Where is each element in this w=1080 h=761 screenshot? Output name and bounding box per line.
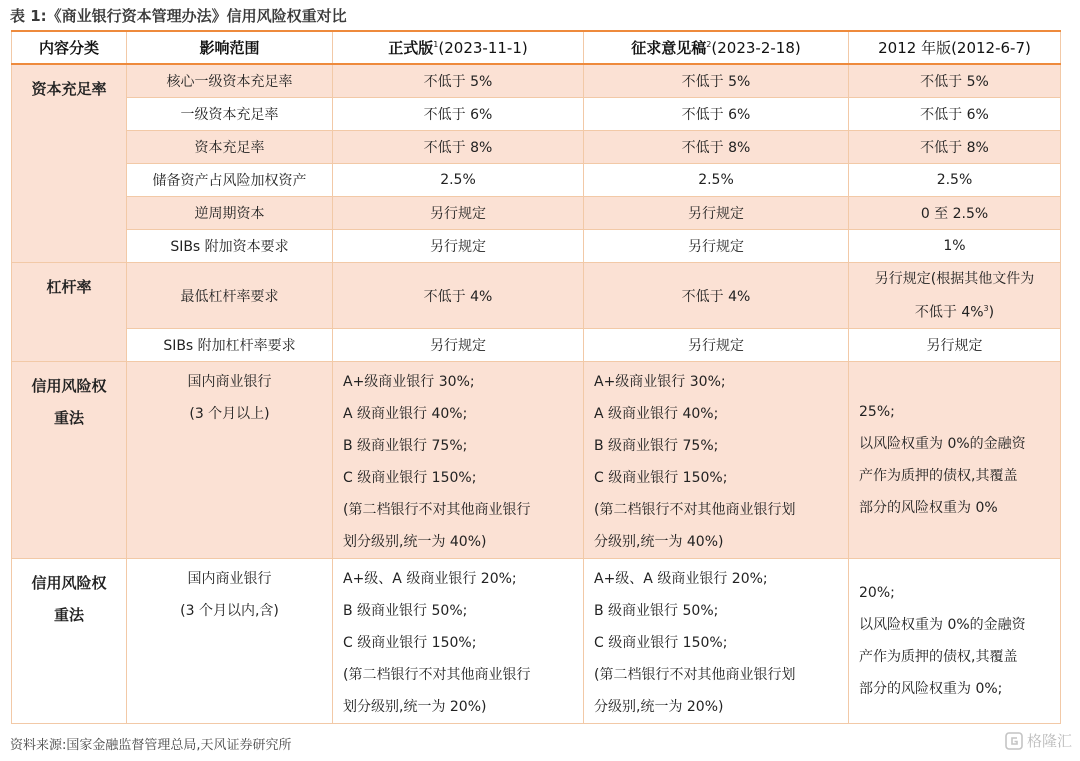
scope-cell: SIBs 附加资本要求 [127,230,333,263]
table-row [12,329,1061,362]
scope-cell: 逆周期资本 [127,197,333,230]
table-row [12,64,1061,98]
header-scope: 影响范围 [127,31,333,64]
draft-cell: 另行规定 [584,197,849,230]
category-cell: 信用风险权 重法 [12,362,127,559]
v2012-cell: 不低于 8% [849,131,1061,164]
table-row [12,98,1061,131]
header-row [12,31,1061,64]
scope-cell: 核心一级资本充足率 [127,64,333,98]
formal-cell: 不低于 6% [333,98,584,131]
table-row [12,197,1061,230]
draft-cell: A+级、A 级商业银行 20%; B 级商业银行 50%; C 级商业银行 150%; (第二档银行不对其他商业银行划 分级别,统一为 20%) [584,559,849,724]
v2012-cell: 另行规定 [849,329,1061,362]
draft-cell: 不低于 8% [584,131,849,164]
scope-cell: 最低杠杆率要求 [127,263,333,329]
table-row [12,559,1061,724]
v2012-cell: 2.5% [849,164,1061,197]
header-formal: 正式版$^1$(2023-11-1) [333,31,584,64]
v2012-cell: 1% [849,230,1061,263]
v2012-cell: 不低于 6% [849,98,1061,131]
v2012-cell: 20%; 以风险权重为 0%的金融资 产作为质押的债权,其覆盖 部分的风险权重为 0%; [849,559,1061,724]
formal-cell: 2.5% [333,164,584,197]
comparison-table [11,30,1061,724]
watermark-logo [1005,730,1072,751]
source-note: 资料来源:国家金融监督管理总局,天风证券研究所 [10,738,292,753]
scope-cell: 国内商业银行 (3 个月以上) [127,362,333,559]
table-row [12,131,1061,164]
draft-cell: 另行规定 [584,329,849,362]
formal-cell: 不低于 5% [333,64,584,98]
category-cell: 杠杆率 [12,263,127,362]
header-category: 内容分类 [12,31,127,64]
scope-cell: 储备资产占风险加权资产 [127,164,333,197]
table-row [12,230,1061,263]
draft-cell: 不低于 6% [584,98,849,131]
table-row [12,164,1061,197]
formal-cell: A+级商业银行 30%; A 级商业银行 40%; B 级商业银行 75%; C 级商业银行 150%; (第二档银行不对其他商业银行 划分级别,统一为 40%) [333,362,584,559]
draft-cell: 不低于 4% [584,263,849,329]
v2012-cell: 25%; 以风险权重为 0%的金融资 产作为质押的债权,其覆盖 部分的风险权重为 0% [849,362,1061,559]
header-2012: 2012 年版(2012-6-7) [849,31,1061,64]
category-cell: 信用风险权 重法 [12,559,127,724]
formal-cell: 不低于 8% [333,131,584,164]
table-row [12,263,1061,329]
scope-cell: SIBs 附加杠杆率要求 [127,329,333,362]
v2012-cell: 0 至 2.5% [849,197,1061,230]
draft-cell: 另行规定 [584,230,849,263]
formal-cell: A+级、A 级商业银行 20%; B 级商业银行 50%; C 级商业银行 150%; (第二档银行不对其他商业银行 划分级别,统一为 20%) [333,559,584,724]
formal-cell: 另行规定 [333,230,584,263]
draft-cell: 不低于 5% [584,64,849,98]
formal-cell: 另行规定 [333,329,584,362]
v2012-cell: 不低于 5% [849,64,1061,98]
header-draft: 征求意见稿$^2$(2023-2-18) [584,31,849,64]
category-cell: 资本充足率 [12,64,127,263]
scope-cell: 一级资本充足率 [127,98,333,131]
table-title: 表 1:《商业银行资本管理办法》信用风险权重对比 [10,7,347,25]
watermark-text: 格隆汇 [1026,732,1072,750]
draft-cell: A+级商业银行 30%; A 级商业银行 40%; B 级商业银行 75%; C 级商业银行 150%; (第二档银行不对其他商业银行划 分级别,统一为 40%) [584,362,849,559]
draft-cell: 2.5% [584,164,849,197]
watermark-icon [1005,732,1023,750]
scope-cell: 国内商业银行 (3 个月以内,含) [127,559,333,724]
formal-cell: 不低于 4% [333,263,584,329]
table-row [12,362,1061,559]
formal-cell: 另行规定 [333,197,584,230]
v2012-cell: 另行规定(根据其他文件为 不低于 4%$^3$) [849,263,1061,329]
scope-cell: 资本充足率 [127,131,333,164]
